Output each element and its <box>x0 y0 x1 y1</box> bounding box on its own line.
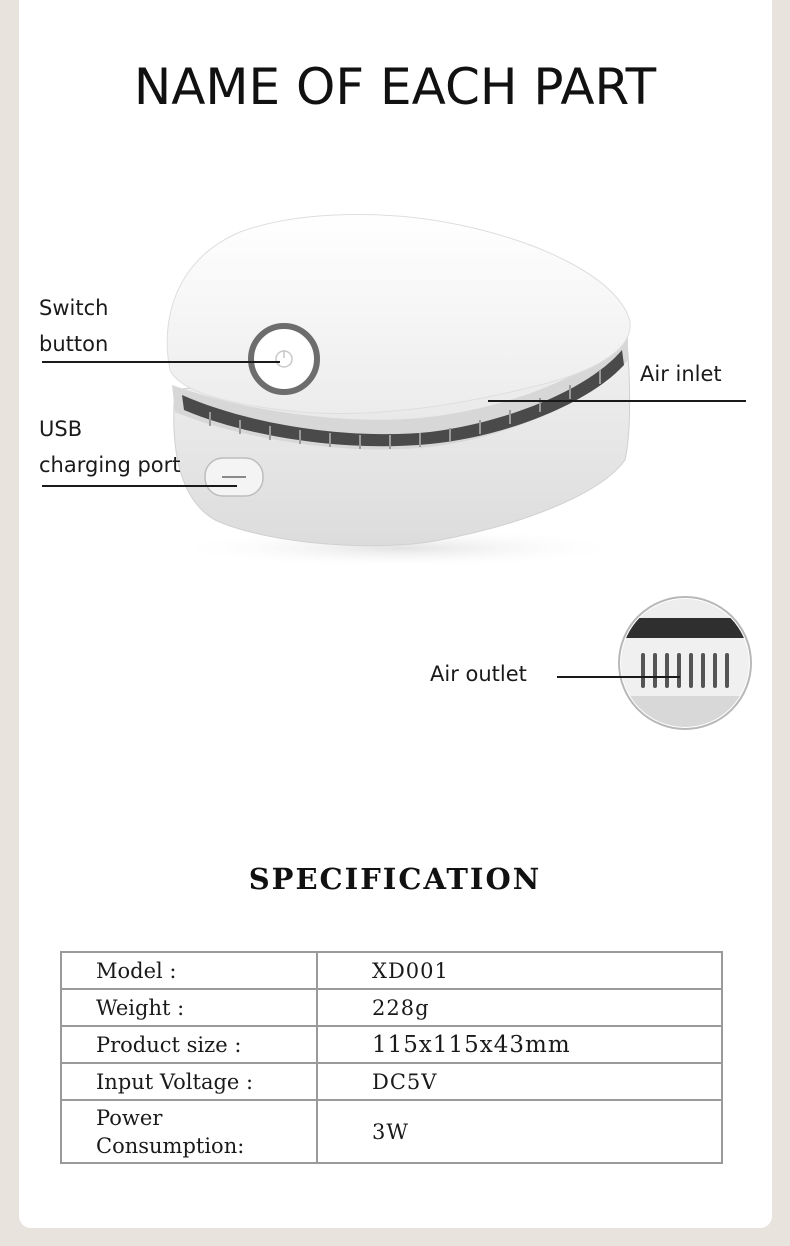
usb-label-line1: USB <box>39 417 83 441</box>
page-title: NAME OF EACH PART <box>133 58 657 116</box>
air-outlet-leader-line <box>557 676 680 678</box>
spec-label-line2: Consumption: <box>96 1133 245 1158</box>
spec-value: XD001 <box>317 952 722 989</box>
spec-value: 115x115x43mm <box>317 1026 722 1063</box>
switch-label-line2: button <box>39 332 109 356</box>
switch-button-label <box>39 290 108 362</box>
table-row <box>61 952 722 989</box>
table-row <box>61 1026 722 1063</box>
specification-table <box>60 951 723 1164</box>
spec-value: 228g <box>317 989 722 1026</box>
spec-label: Product size : <box>61 1026 317 1063</box>
spec-label: Input Voltage : <box>61 1063 317 1100</box>
spec-value: DC5V <box>317 1063 722 1100</box>
spec-label: Model : <box>61 952 317 989</box>
air-inlet-label: Air inlet <box>640 362 722 386</box>
switch-label-line1: Switch <box>39 296 109 320</box>
spec-label-line1: Power <box>96 1105 163 1130</box>
table-row <box>61 989 722 1026</box>
switch-leader-line <box>42 361 280 363</box>
usb-leader-line <box>42 485 237 487</box>
specification-title: SPECIFICATION <box>248 862 542 896</box>
spec-label: Weight : <box>61 989 317 1026</box>
spec-label <box>61 1100 317 1163</box>
usb-port-label <box>39 411 181 483</box>
switch-button-ring <box>251 326 317 392</box>
table-row <box>61 1063 722 1100</box>
air-inlet-leader-line <box>488 400 746 402</box>
usb-label-line2: charging port <box>39 453 181 477</box>
spec-value: 3W <box>317 1100 722 1163</box>
table-row <box>61 1100 722 1163</box>
air-outlet-label: Air outlet <box>430 662 527 686</box>
